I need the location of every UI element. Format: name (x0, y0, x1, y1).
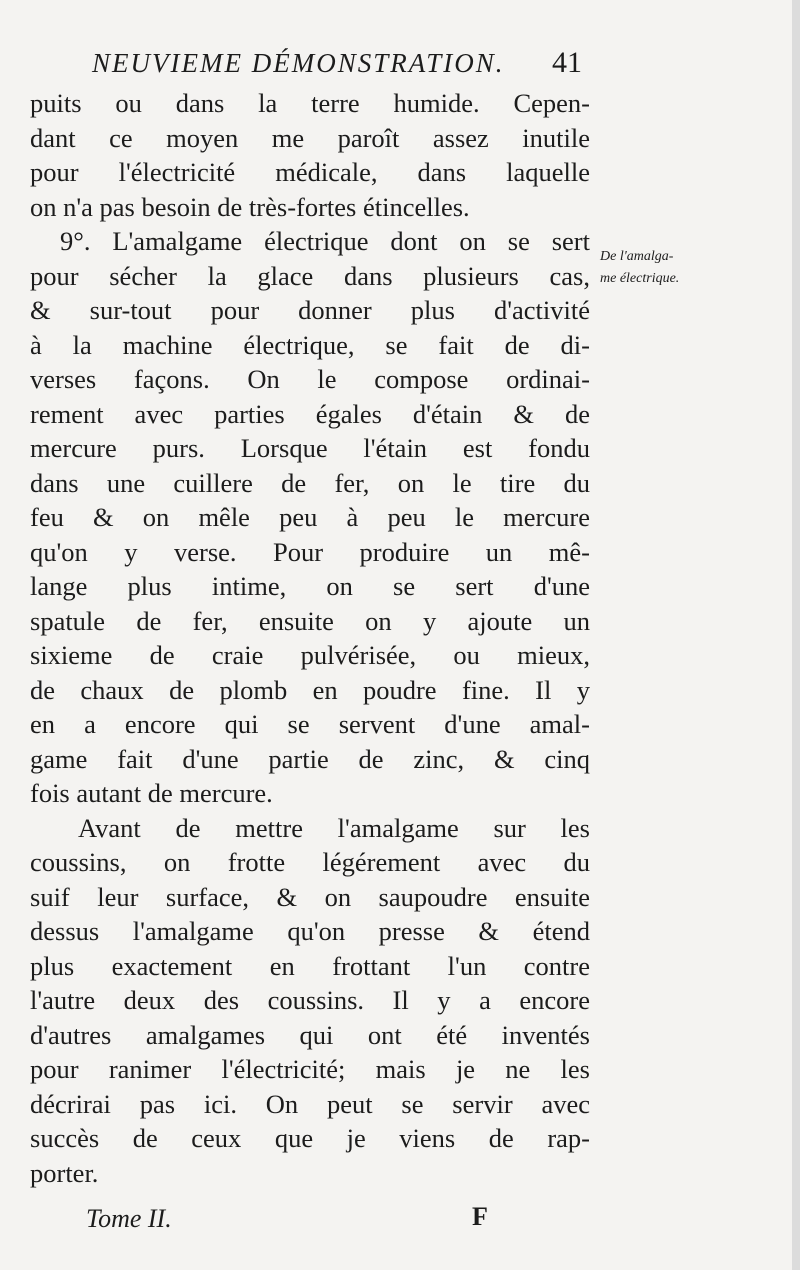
paragraph-start-line: Avant de mettre l'amalgame sur les (78, 812, 590, 843)
page-number: 41 (552, 46, 582, 79)
text-line: mercure purs. Lorsque l'étain est fondu (30, 433, 590, 463)
text-line: puits ou dans la terre humide. Cepen- (30, 88, 590, 118)
margin-note-line: De l'amalga- (600, 249, 674, 264)
volume-label: Tome II. (86, 1204, 172, 1233)
text-line: coussins, on frotte légérement avec du (30, 847, 590, 877)
running-title: NEUVIEME DÉMONSTRATION. (92, 48, 505, 78)
text-line: pour ranimer l'électricité; mais je ne les (30, 1054, 590, 1084)
page-edge (792, 0, 800, 1270)
text-line: pour sécher la glace dans plusieurs cas, (30, 260, 590, 291)
text-line: sixieme de craie pulvérisée, ou mieux, (30, 640, 590, 670)
text-line: game fait d'une partie de zinc, & cinq (30, 743, 590, 774)
text-line: lange plus intime, on se sert d'une (30, 571, 590, 601)
text-line: spatule de fer, ensuite on y ajoute un (30, 605, 590, 636)
text-line: décrirai pas ici. On peut se servir avec (30, 1088, 590, 1119)
text-line: pour l'électricité médicale, dans laquelle (30, 157, 590, 187)
text-line: & sur-tout pour donner plus d'activité (30, 295, 590, 325)
text-line: rement avec parties égales d'étain & de (30, 398, 590, 429)
text-line: plus exactement en frottant l'un contre (30, 950, 590, 981)
text-line: de chaux de plomb en poudre fine. Il y (30, 674, 590, 705)
text-line: fois autant de mercure. (30, 778, 273, 808)
text-line: porter. (30, 1157, 99, 1188)
margin-note-line: me électrique. (600, 271, 680, 286)
text-line: succès de ceux que je viens de rap- (30, 1123, 590, 1153)
text-line: dant ce moyen me paroît assez inutile (30, 122, 590, 153)
text-line: feu & on mêle peu à peu le mercure (30, 502, 590, 532)
text-line: d'autres amalgames qui ont été inventés (30, 1019, 590, 1050)
signature-mark: F (472, 1202, 488, 1231)
text-line: l'autre deux des coussins. Il y a encore (30, 985, 590, 1015)
margin-note (600, 246, 800, 290)
text-line: verses façons. On le compose ordinai- (30, 364, 590, 394)
text-line: dessus l'amalgame qu'on presse & étend (30, 916, 590, 946)
page-footer (86, 1200, 506, 1240)
body-text (30, 86, 590, 1190)
text-line: à la machine électrique, se fait de di- (30, 329, 590, 360)
text-line: en a encore qui se servent d'une amal- (30, 709, 590, 739)
text-line: suif leur surface, & on saupoudre ensuite (30, 881, 590, 912)
text-line: dans une cuillere de fer, on le tire du (30, 467, 590, 498)
text-line: qu'on y verse. Pour produire un mê- (30, 536, 590, 567)
text-line: on n'a pas besoin de très-fortes étincelles. (30, 191, 470, 222)
paragraph-start-line: 9°. L'amalgame électrique dont on se sert (60, 226, 590, 256)
running-header (92, 44, 582, 84)
